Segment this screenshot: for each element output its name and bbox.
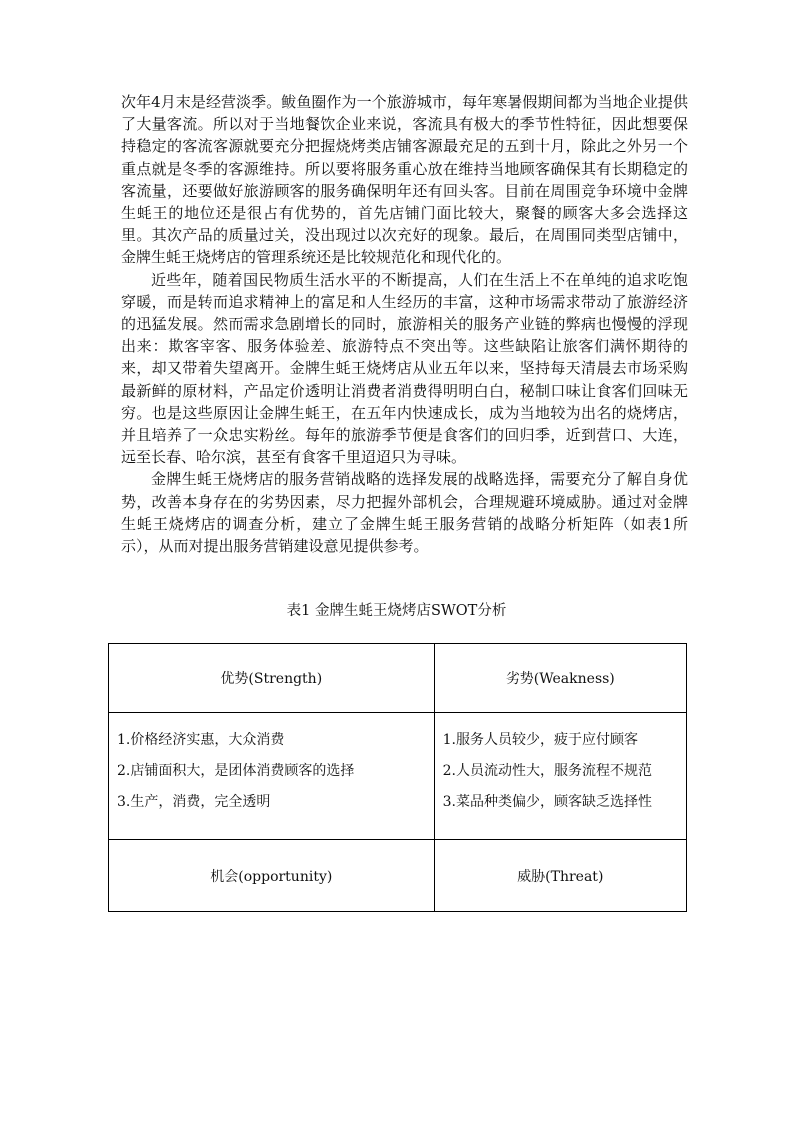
weakness-item: 2.人员流动性大，服务流程不规范	[442, 763, 652, 779]
strength-header: 优势(Strength)	[109, 644, 435, 713]
weakness-item: 3.菜品种类偏少，顾客缺乏选择性	[442, 794, 652, 810]
table-caption: 表1 金牌生蚝王烧烤店SWOT分析	[286, 603, 507, 619]
opportunity-header: 机会(opportunity)	[109, 840, 435, 912]
weakness-header: 劣势(Weakness)	[434, 644, 686, 713]
weaknesses-cell	[434, 713, 686, 840]
paragraph-1: 次年4月末是经营淡季。鲅鱼圈作为一个旅游城市，每年寒暑假期间都为当地企业提供了大量客流。所以对于当地餐饮企业来说，客流具有极大的季节性特征，因此想要保持稳定的客流客源就要充分把握烧烤类店铺客源最充足的五到十月，除此之外另一个重点就是冬季的客源维持。所以要将服务重心放在维持当地顾客确保其有长期稳定的客流量，还要做好旅游顾客的服务确保明年还有回头客。目前在周围竞争环境中金牌生蚝王的地位还是很占有优势的，首先店铺门面比较大，聚餐的顾客大多会选择这里。其次产品的质量过关，没出现过以次充好的现象。最后，在周围同类型店铺中，金牌生蚝王烧烤店的管理系统还是比较规范化和现代化的。	[121, 93, 688, 267]
paragraph-2: 近些年，随着国民物质生活水平的不断提高，人们在生活上不在单纯的追求吃饱穿暖，而是转而追求精神上的富足和人生经历的丰富，这种市场需求带动了旅游经济的迅猛发展。然而需求急剧增长的同时，旅游相关的服务产业链的弊病也慢慢的浮现出来：欺客宰客、服务体验差、旅游特点不突出等。这些缺陷让旅客们满怀期待的来，却又带着失望离开。金牌生蚝王烧烤店从业五年以来，坚持每天清晨去市场采购最新鲜的原材料，产品定价透明让消费者消费得明明白白，秘制口味让食客们回味无穷。也是这些原因让金牌生蚝王，在五年内快速成长，成为当地较为出名的烧烤店，并且培养了一众忠实粉丝。每年的旅游季节便是食客们的回归季，近到营口、大连，远至长春、哈尔滨，甚至有食客千里迢迢只为寻味。	[121, 270, 688, 467]
swot-table	[108, 643, 687, 912]
strength-item: 1.价格经济实惠，大众消费	[117, 732, 285, 748]
strength-item: 2.店铺面积大，是团体消费顾客的选择	[117, 763, 355, 779]
weakness-item: 1.服务人员较少，疲于应付顾客	[442, 732, 638, 748]
strengths-cell	[109, 713, 435, 840]
body-text	[121, 91, 688, 557]
threat-header: 威胁(Threat)	[434, 840, 686, 912]
paragraph-3: 金牌生蚝王烧烤店的服务营销战略的选择发展的战略选择，需要充分了解自身优势，改善本身存在的劣势因素，尽力把握外部机会，合理规避环境威胁。通过对金牌生蚝王烧烤店的调查分析，建立了金牌生蚝王服务营销的战略分析矩阵（如表1所示），从而对提出服务营销建设意见提供参考。	[121, 470, 688, 556]
strength-item: 3.生产，消费，完全透明	[117, 794, 271, 810]
